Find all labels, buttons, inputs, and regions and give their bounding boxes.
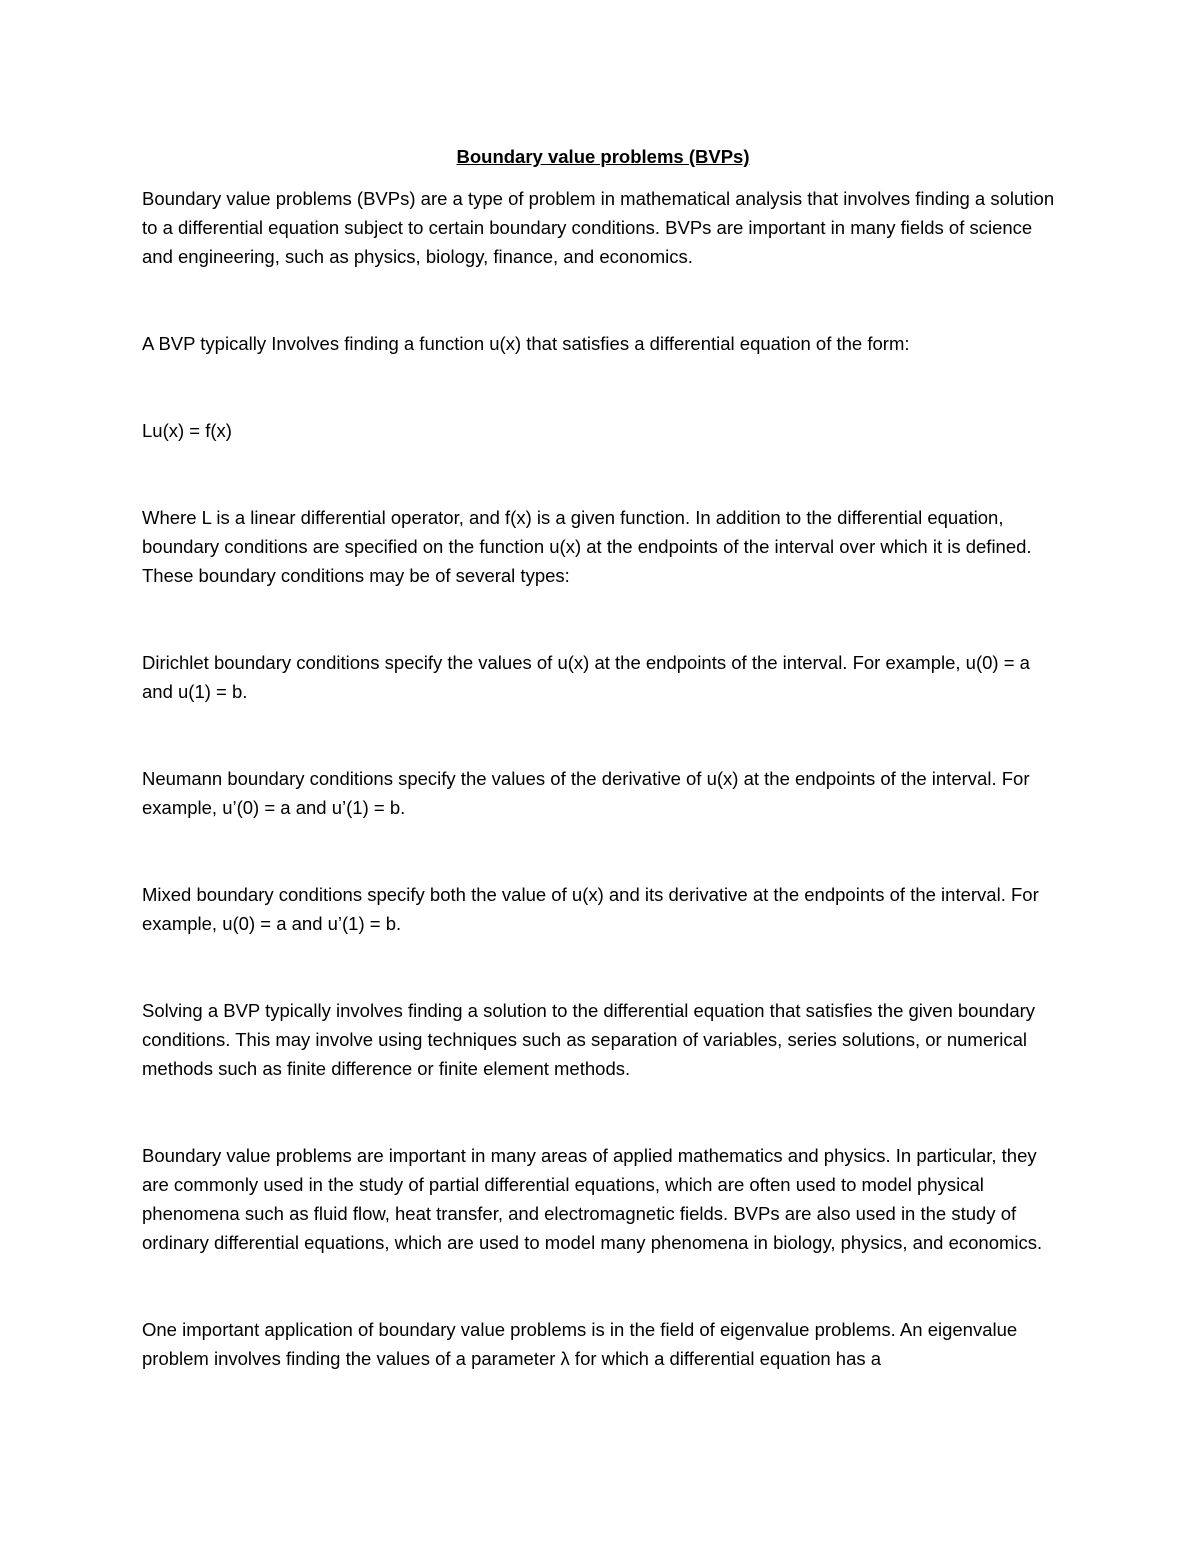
document-body	[142, 144, 1064, 1373]
equation-lu: Lu(x) = f(x)	[142, 420, 232, 441]
paragraph-bvp-form: A BVP typically Involves finding a function u(x) that satisfies a differential equation of the form:	[142, 333, 910, 354]
paragraph-mixed: Mixed boundary conditions specify both the value of u(x) and its derivative at the endpoints of the interval. For example, u(0) = a and u’(1) = b.	[142, 884, 1039, 934]
document-title: Boundary value problems (BVPs)	[456, 146, 750, 167]
paragraph-neumann: Neumann boundary conditions specify the values of the derivative of u(x) at the endpoints of the interval. For example, u’(0) = a and u’(1) = b.	[142, 768, 1030, 818]
paragraph-operator: Where L is a linear differential operator, and f(x) is a given function. In addition to the differential equation, boundary conditions are specified on the function u(x) at the endpoints of the interval over which it is defined. These boundary conditions may be of several types:	[142, 507, 1032, 586]
paragraph-dirichlet: Dirichlet boundary conditions specify the values of u(x) at the endpoints of the interval. For example, u(0) = a and u(1) = b.	[142, 652, 1030, 702]
paragraph-solving: Solving a BVP typically involves finding a solution to the differential equation that satisfies the given boundary conditions. This may involve using techniques such as separation of variables, series solutions, or numerical methods such as finite difference or finite element methods.	[142, 1000, 1036, 1079]
paragraph-applications: Boundary value problems are important in many areas of applied mathematics and physics. In particular, they are commonly used in the study of partial differential equations, which are often used to model physical phenomena such as fluid flow, heat transfer, and electromagnetic fields. BVPs are also used in the study of ordinary differential equations, which are used to model many phenomena in biology, physics, and economics.	[142, 1145, 1043, 1253]
paragraph-eigenvalue: One important application of boundary value problems is in the field of eigenvalue problems. An eigenvalue problem involves finding the values of a parameter λ for which a differential equation has a	[142, 1319, 1018, 1369]
paragraph-intro: Boundary value problems (BVPs) are a type of problem in mathematical analysis that involves finding a solution to a differential equation subject to certain boundary conditions. BVPs are important in many fields of science and engineering, such as physics, biology, finance, and economics.	[142, 188, 1055, 267]
